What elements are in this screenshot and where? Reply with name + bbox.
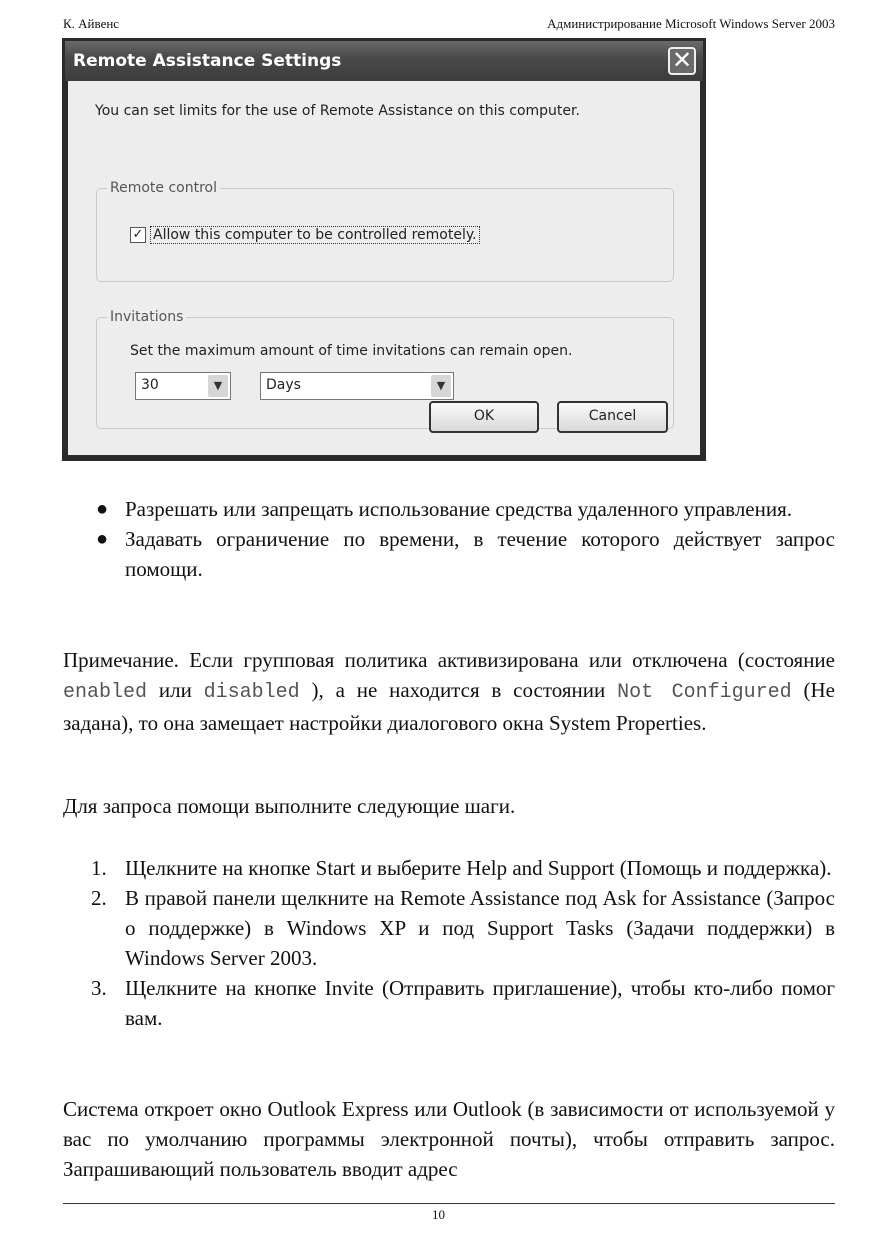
note-paragraph	[63, 645, 835, 738]
bullet-text: Разрешать или запрещать использование средства удаленного управления.	[125, 497, 793, 521]
header-book-title: Администрирование Microsoft Windows Server 2003	[547, 16, 835, 31]
cancel-button[interactable]: Cancel	[557, 401, 668, 433]
header-author: К. Айвенс	[63, 16, 120, 31]
step-item	[63, 883, 835, 973]
dialog-titlebar[interactable]	[65, 41, 703, 81]
ok-button[interactable]: OK	[429, 401, 539, 433]
step-item	[63, 973, 835, 1033]
note-text: ), а не находится в состоянии	[299, 678, 618, 702]
bullet-icon: ●	[96, 528, 109, 550]
running-header	[63, 16, 835, 34]
note-text: или	[147, 678, 204, 702]
step-number: 1.	[91, 856, 107, 880]
code-disabled: disabled	[203, 681, 300, 704]
allow-remote-control-label[interactable]: Allow this computer to be controlled remotely.	[150, 226, 480, 244]
bullet-item	[63, 524, 835, 584]
note-text: Примечание. Если групповая политика активизирована или отключена (состояние	[63, 648, 835, 672]
bullet-text: Задавать ограничение по времени, в течение которого действует запрос помощи.	[125, 527, 835, 581]
remote-control-group	[96, 180, 674, 282]
time-amount-select[interactable]	[135, 372, 231, 400]
closing-paragraph: Система откроет окно Outlook Express или Outlook (в зависимости от используемой у вас по умолчанию программы электронной почты), чтобы отправить запрос. Запрашивающий пользователь вводит адрес	[63, 1097, 835, 1181]
step-number: 3.	[91, 976, 107, 1000]
chevron-down-icon[interactable]: ▼	[208, 375, 228, 397]
dialog-intro-text: You can set limits for the use of Remote Assistance on this computer.	[95, 103, 580, 119]
note-text: (Не задана), то она замещает настройки диалогового окна System Properties.	[63, 678, 835, 735]
step-number: 2.	[91, 886, 107, 910]
close-button[interactable]	[668, 47, 696, 75]
step-text: В правой панели щелкните на Remote Assistance под Ask for Assistance (Запрос о поддержке) в Windows XP и под Support Tasks (Задачи поддержки) в Windows Server 2003.	[125, 886, 835, 970]
time-unit-select[interactable]	[260, 372, 454, 400]
checkmark-icon: ✓	[132, 227, 144, 242]
chevron-down-icon[interactable]: ▼	[431, 375, 451, 397]
step-text: Щелкните на кнопке Invite (Отправить приглашение), чтобы кто-либо помог вам.	[125, 976, 835, 1030]
invitations-legend: Invitations	[107, 309, 186, 325]
feature-bullet-list	[63, 494, 835, 584]
footer-divider	[63, 1203, 835, 1204]
page-number: 10	[432, 1207, 445, 1222]
invitations-text: Set the maximum amount of time invitations can remain open.	[130, 343, 573, 359]
dialog-client-area	[68, 81, 700, 455]
step-item	[63, 853, 835, 883]
dialog-title: Remote Assistance Settings	[73, 51, 342, 71]
remote-assistance-dialog	[62, 38, 706, 461]
steps-list	[63, 853, 835, 1033]
bullet-icon: ●	[96, 498, 109, 520]
allow-remote-control-option[interactable]	[130, 226, 480, 244]
steps-intro: Для запроса помощи выполните следующие шаги.	[63, 794, 516, 818]
time-amount-value: 30	[141, 377, 159, 393]
time-unit-value: Days	[266, 377, 301, 393]
bullet-item	[63, 494, 835, 524]
allow-remote-control-checkbox[interactable]	[130, 227, 146, 243]
code-not-configured: Not Configured	[617, 681, 792, 704]
step-text: Щелкните на кнопке Start и выберите Help and Support (Помощь и поддержка).	[125, 856, 832, 880]
remote-control-legend: Remote control	[107, 180, 220, 196]
close-icon: ✕	[671, 46, 693, 74]
code-enabled: enabled	[63, 681, 148, 704]
